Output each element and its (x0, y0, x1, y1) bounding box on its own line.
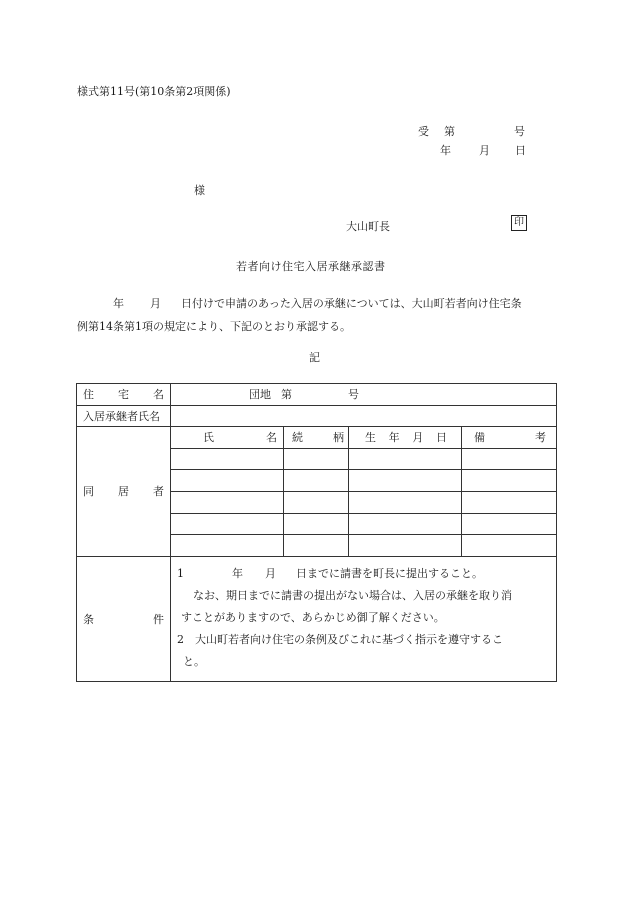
body-line-1: 年 月 日付けで申請のあった入居の承継については、大山町若者向け住宅条 (113, 297, 522, 310)
condition-1: 1 年 月 日までに請書を町長に提出すること。 (177, 566, 483, 580)
cohabitant-remarks-cell[interactable] (462, 491, 557, 513)
cohabitant-birth-cell[interactable] (349, 448, 462, 470)
condition-1-note-1: なお、期日までに請書の提出がない場合は、入居の承継を取り消 (193, 588, 512, 602)
cohabitant-birth-cell[interactable] (349, 535, 462, 557)
receipt-dai: 第 (444, 125, 455, 138)
receipt-label: 受 (418, 125, 429, 138)
cohabitant-remarks-cell[interactable] (462, 470, 557, 492)
cohabitant-birth-cell[interactable] (349, 470, 462, 492)
successor-name-field[interactable] (171, 405, 557, 427)
cohabitant-header-row (77, 427, 557, 449)
condition-2-cont: と。 (183, 654, 205, 668)
cohabitant-birth-cell[interactable] (349, 491, 462, 513)
header-name: 氏 名 (171, 427, 284, 449)
cohabitant-relation-cell[interactable] (284, 491, 349, 513)
cohabitant-relation-cell[interactable] (284, 513, 349, 535)
cohabitant-name-cell[interactable] (171, 513, 284, 535)
ki-heading: 記 (309, 351, 320, 364)
housing-label: 住 宅 名 (77, 384, 171, 406)
header-remarks: 備 考 (462, 427, 557, 449)
cohabitant-remarks-cell[interactable] (462, 448, 557, 470)
header-birthdate: 生 年 月 日 (349, 427, 462, 449)
successor-label: 入居承継者氏名 (77, 405, 171, 427)
date-day: 日 (515, 144, 526, 157)
form-number: 様式第11号(第10条第2項関係) (77, 85, 231, 98)
body-paragraph (77, 292, 557, 338)
approval-form-table (76, 383, 557, 682)
condition-1-note-2: すことがありますので、あらかじめ御了解ください。 (181, 610, 445, 624)
successor-row (77, 405, 557, 427)
cohabitant-remarks-cell[interactable] (462, 513, 557, 535)
cohabitant-label: 同 居 者 (77, 427, 171, 557)
date-year: 年 (440, 144, 451, 157)
cohabitant-name-cell[interactable] (171, 491, 284, 513)
document-title: 若者向け住宅入居承継承認書 (236, 260, 386, 273)
date-month: 月 (479, 144, 490, 157)
seal-mark: 印 (511, 215, 527, 231)
header-relation: 続 柄 (284, 427, 349, 449)
housing-value: 団地 第 号 (171, 384, 557, 406)
sender-name: 大山町長 (346, 220, 390, 233)
conditions-row (77, 556, 557, 681)
body-line-2: 例第14条第1項の規定により、下記のとおり承認する。 (77, 320, 351, 333)
cohabitant-relation-cell[interactable] (284, 448, 349, 470)
cohabitant-name-cell[interactable] (171, 448, 284, 470)
cohabitant-remarks-cell[interactable] (462, 535, 557, 557)
cohabitant-name-cell[interactable] (171, 535, 284, 557)
cohabitant-birth-cell[interactable] (349, 513, 462, 535)
conditions-label: 条 件 (77, 556, 171, 681)
condition-2: 2 大山町若者向け住宅の条例及びこれに基づく指示を遵守するこ (177, 632, 503, 646)
addressee-suffix: 様 (194, 184, 205, 197)
cohabitant-name-cell[interactable] (171, 470, 284, 492)
conditions-text (171, 556, 557, 681)
receipt-go: 号 (514, 125, 525, 138)
cohabitant-relation-cell[interactable] (284, 535, 349, 557)
cohabitant-relation-cell[interactable] (284, 470, 349, 492)
housing-row (77, 384, 557, 406)
